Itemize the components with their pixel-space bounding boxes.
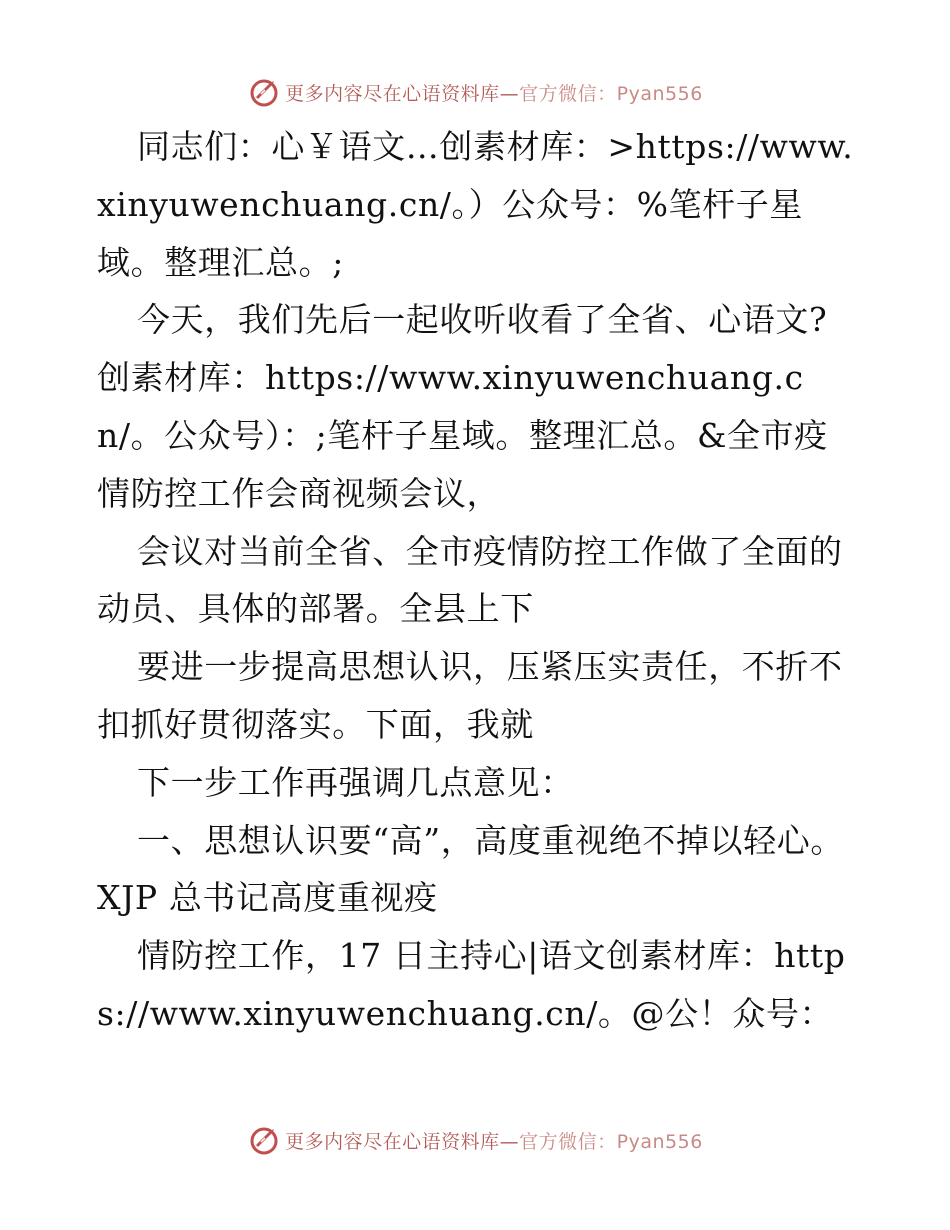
paragraph: 下一步工作再强调几点意见： [137,762,574,802]
quill-logo-icon [247,1123,281,1157]
paragraph: 今天，我们先后一起收听收看了全省、心语文?创素材库：https://www.xinyuwenchuang.cn/。公众号）：;笔杆子星域。整理汇总。&全市疫情防控工作会商视频会议， [97,300,828,513]
paragraph: 一、思想认识要“高”，高度重视绝不掉以轻心。XJP 总书记高度重视疫 [97,820,844,918]
document-body [97,118,857,1043]
paragraph: 情防控工作，17 日主持心|语文创素材库：https://www.xinyuwenchuang.cn/。@公！众号： [97,936,846,1033]
quill-logo-icon [247,75,281,109]
header-watermark-banner [0,72,950,112]
watermark-text: 更多内容尽在心语资料库—官方微信：Pyan556 [285,1130,703,1153]
paragraph: 同志们：心￥语文…创素材库：>https://www.xinyuwenchuang.cn/。）公众号：%笔杆子星域。整理汇总。; [97,127,854,282]
footer-watermark-banner [0,1120,950,1160]
paragraph: 会议对当前全省、全市疫情防控工作做了全面的动员、具体的部署。全县上下 [97,531,843,629]
paragraph: 要进一步提高思想认识，压紧压实责任，不折不扣抓好贯彻落实。下面，我就 [97,647,843,744]
watermark-text: 更多内容尽在心语资料库—官方微信：Pyan556 [285,82,703,105]
